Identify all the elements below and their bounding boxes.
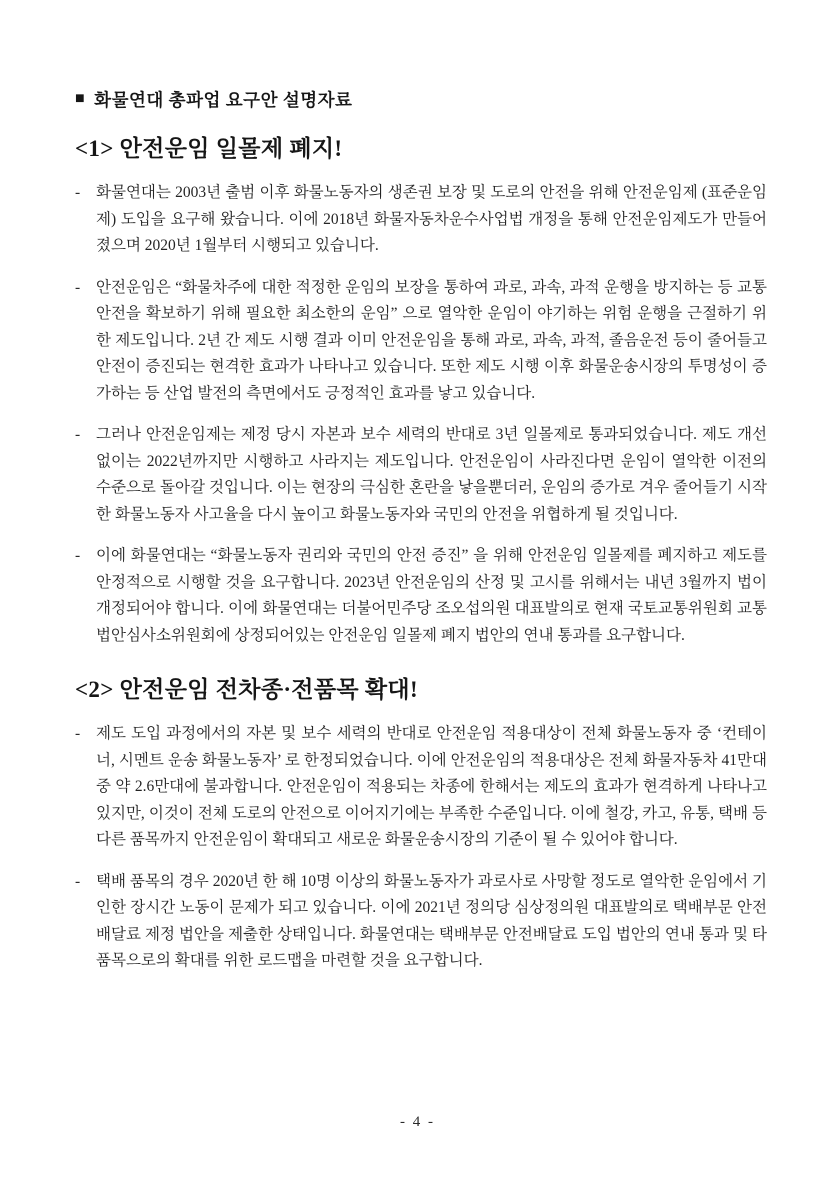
document-title-text: 화물연대 총파업 요구안 설명자료 <box>94 90 353 110</box>
paragraph-text: 택배 품목의 경우 2020년 한 해 10명 이상의 화물노동자가 과로사로 사망할 정도로 열악한 운임에서 기인한 장시간 노동이 문제가 되고 있습니다. 이에 2021년 정의당 심상정의원 대표발의로 택배부문 안전배달료 제정 법안을 제출한 상태입니다. 화물연대는 택배부문 안전배달료 도입 법안의 연내 통과 및 타품목으로의 확대를 위한 로드맵을 마련할 것을 요구합니다. <box>96 872 767 969</box>
dash-marker: - <box>75 278 81 296</box>
paragraph-text: 이에 화물연대는 “화물노동자 권리와 국민의 안전 증진” 을 위해 안전운임 일몰제를 폐지하고 제도를 안정적으로 시행할 것을 요구합니다. 2023년 안전운임의 산정 및 고시를 위해서는 내년 3월까지 법이 개정되어야 합니다. 이에 화물연대는 더불어민주당 조오섭의원 대표발의로 현재 국토교통위원회 교통법안심사소위원회에 상정되어있는 안전운임 일몰제 폐지 법안의 연내 통과를 요구합니다. <box>96 547 767 644</box>
paragraph <box>75 275 767 408</box>
document-content <box>75 90 767 975</box>
paragraph-text: 화물연대는 2003년 출범 이후 화물노동자의 생존권 보장 및 도로의 안전을 위해 안전운임제 (표준운임제) 도입을 요구해 왔습니다. 이에 2018년 화물자동차운수사업법 개정을 통해 안전운임제도가 만들어졌으며 2020년 1월부터 시행되고 있습니다. <box>96 184 767 254</box>
page-number: - 4 - <box>400 1114 435 1130</box>
paragraph <box>75 543 767 649</box>
section-1-heading: <1> 안전운임 일몰제 폐지! <box>75 136 343 161</box>
dash-marker: - <box>75 184 81 201</box>
dash-marker: - <box>75 725 81 742</box>
dash-marker: - <box>75 547 81 564</box>
paragraph <box>75 180 767 260</box>
square-bullet-icon: ■ <box>75 90 86 107</box>
section-2-heading: <2> 안전운임 전차종·전품목 확대! <box>75 677 418 702</box>
paragraph <box>75 721 767 854</box>
document-title <box>75 90 767 110</box>
paragraph-text: 제도 도입 과정에서의 자본 및 보수 세력의 반대로 안전운임 적용대상이 전체 화물노동자 중 ‘컨테이너, 시멘트 운송 화물노동자’ 로 한정되었습니다. 이에 안전운임의 적용대상은 전체 화물자동차 41만대 중 약 2.6만대에 불과합니다. 안전운임이 적용되는 차종에 한해서는 제도의 효과가 현격하게 나타나고 있지만, 이것이 전체 도로의 안전으로 이어지기에는 부족한 수준입니다. 이에 철강, 카고, 유통, 택배 등 다른 품목까지 안전운임이 확대되고 새로운 화물운송시장의 기준이 될 수 있어야 합니다. <box>96 725 767 848</box>
dash-marker: - <box>75 872 81 890</box>
paragraph-text: 그러나 안전운임제는 제정 당시 자본과 보수 세력의 반대로 3년 일몰제로 통과되었습니다. 제도 개선 없이는 2022년까지만 시행하고 사라지는 제도입니다. 안전운임이 사라진다면 운임이 열악한 이전의 수준으로 돌아갈 것입니다. 이는 현장의 극심한 혼란을 낳을뿐더러, 운임의 증가로 겨우 줄어들기 시작한 화물노동자 사고율을 다시 높이고 화물노동자와 국민의 안전을 위협하게 될 것입니다. <box>96 426 767 523</box>
paragraph-text: 안전운임은 “화물차주에 대한 적정한 운임의 보장을 통하여 과로, 과속, 과적 운행을 방지하는 등 교통안전을 확보하기 위해 필요한 최소한의 운임” 으로 열악한 운임이 야기하는 위험 운행을 근절하기 위한 제도입니다. 2년 간 제도 시행 결과 이미 안전운임을 통해 과로, 과속, 과적, 졸음운전 등이 줄어들고 안전이 증진되는 현격한 효과가 나타나고 있습니다. 또한 제도 시행 이후 화물운송시장의 투명성이 증가하는 등 산업 발전의 측면에서도 긍정적인 효과를 낳고 있습니다. <box>96 278 767 402</box>
dash-marker: - <box>75 426 81 443</box>
paragraph <box>75 422 767 528</box>
paragraph <box>75 869 767 975</box>
